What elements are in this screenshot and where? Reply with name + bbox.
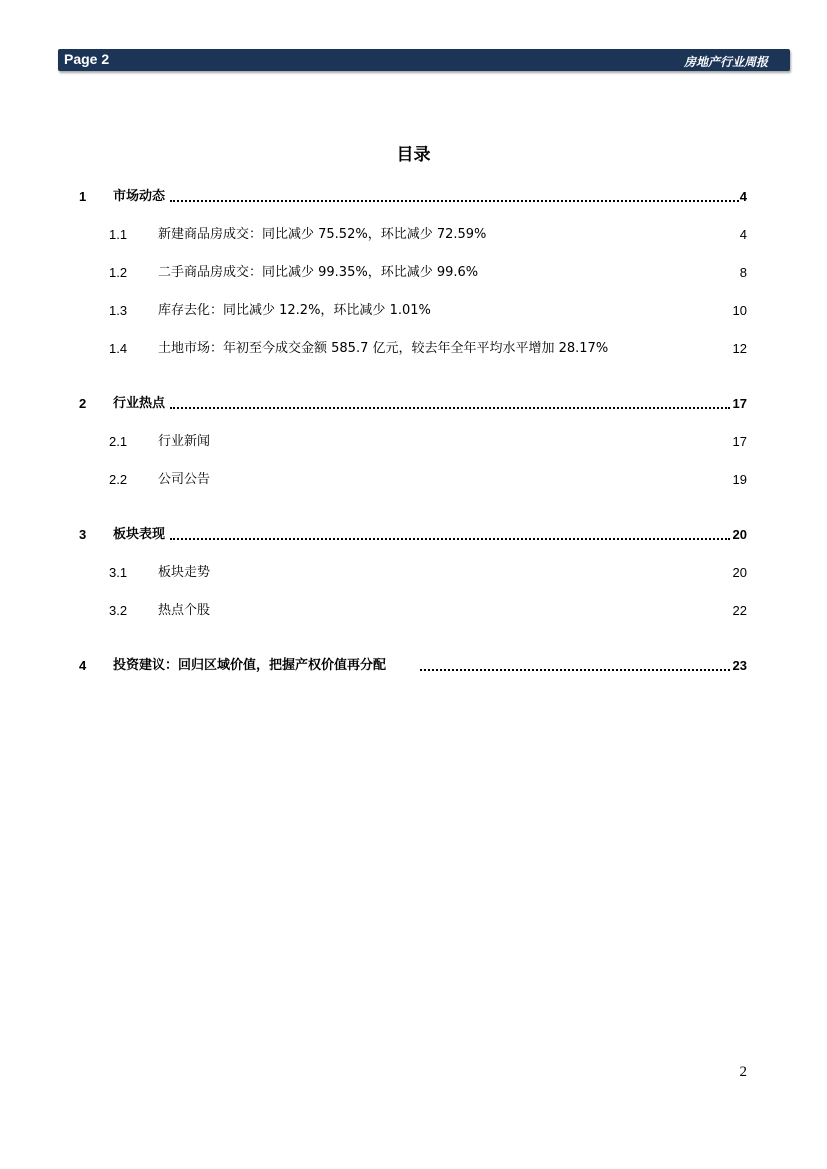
toc-entry-page: 8 bbox=[739, 265, 747, 280]
toc-entry-number: 2.2 bbox=[109, 472, 128, 487]
toc-entry-number: 1.1 bbox=[109, 227, 128, 242]
toc-entry-number: 3.1 bbox=[109, 565, 128, 580]
toc-entry-label: 热点个股 bbox=[158, 603, 211, 618]
toc-entry-number: 2 bbox=[79, 396, 87, 411]
toc-entry-number: 1 bbox=[79, 189, 87, 204]
toc-entry-number: 1.4 bbox=[109, 341, 128, 356]
toc-entry-label: 行业热点 bbox=[113, 396, 166, 411]
toc-entry-1-3[interactable] bbox=[0, 301, 827, 321]
toc-entry-3-1[interactable] bbox=[0, 563, 827, 583]
toc-entry-page: 10 bbox=[732, 303, 747, 318]
toc-entry-number: 4 bbox=[79, 658, 87, 673]
toc-entry-number: 3 bbox=[79, 527, 87, 542]
dot-leader bbox=[170, 200, 739, 202]
toc-entry-3[interactable] bbox=[0, 525, 827, 545]
toc-entry-label: 板块走势 bbox=[158, 565, 211, 580]
toc-entry-number: 3.2 bbox=[109, 603, 128, 618]
toc-entry-1-2[interactable] bbox=[0, 263, 827, 283]
toc-entry-number: 2.1 bbox=[109, 434, 128, 449]
toc-entry-label: 公司公告 bbox=[158, 472, 211, 487]
toc-title: 目录 bbox=[396, 145, 431, 165]
toc-entry-1-4[interactable] bbox=[0, 339, 827, 359]
header-page-label: Page 2 bbox=[64, 51, 110, 67]
toc-entry-page: 22 bbox=[732, 603, 747, 618]
toc-entry-label: 行业新闻 bbox=[158, 434, 211, 449]
toc-entry-label: 库存去化：同比减少 12.2%，环比减少 1.01% bbox=[158, 303, 431, 318]
toc-entry-4[interactable] bbox=[0, 656, 827, 676]
toc-entry-page: 20 bbox=[732, 565, 747, 580]
dot-leader bbox=[170, 407, 730, 409]
toc-entry-label: 二手商品房成交：同比减少 99.35%，环比减少 99.6% bbox=[158, 265, 479, 280]
toc-entry-label: 市场动态 bbox=[113, 189, 166, 204]
toc-entry-label: 新建商品房成交：同比减少 75.52%，环比减少 72.59% bbox=[158, 227, 487, 242]
toc-entry-page: 19 bbox=[732, 472, 747, 487]
footer-page-number: 2 bbox=[739, 1064, 747, 1080]
toc-entry-2[interactable] bbox=[0, 394, 827, 414]
toc-entry-number: 1.2 bbox=[109, 265, 128, 280]
toc-entry-page: 4 bbox=[739, 227, 747, 242]
header-report-title: 房地产行业周报 bbox=[683, 55, 768, 69]
toc-entry-2-1[interactable] bbox=[0, 432, 827, 452]
toc-entry-label: 土地市场：年初至今成交金额 585.7 亿元，较去年全年平均水平增加 28.17% bbox=[158, 341, 609, 356]
dot-leader bbox=[170, 538, 730, 540]
toc-entry-page: 4 bbox=[739, 189, 747, 204]
toc-entry-1[interactable] bbox=[0, 187, 827, 207]
toc-entry-page: 23 bbox=[732, 658, 747, 673]
toc-entry-page: 12 bbox=[732, 341, 747, 356]
toc-entry-2-2[interactable] bbox=[0, 470, 827, 490]
dot-leader bbox=[420, 669, 730, 671]
toc-entry-1-1[interactable] bbox=[0, 225, 827, 245]
toc-entry-number: 1.3 bbox=[109, 303, 128, 318]
toc-entry-3-2[interactable] bbox=[0, 601, 827, 621]
toc-entry-page: 20 bbox=[732, 527, 747, 542]
toc-entry-page: 17 bbox=[732, 396, 747, 411]
toc-entry-label: 投资建议：回归区域价值，把握产权价值再分配 bbox=[113, 658, 387, 673]
toc-entry-label: 板块表现 bbox=[113, 527, 166, 542]
toc-entry-page: 17 bbox=[732, 434, 747, 449]
